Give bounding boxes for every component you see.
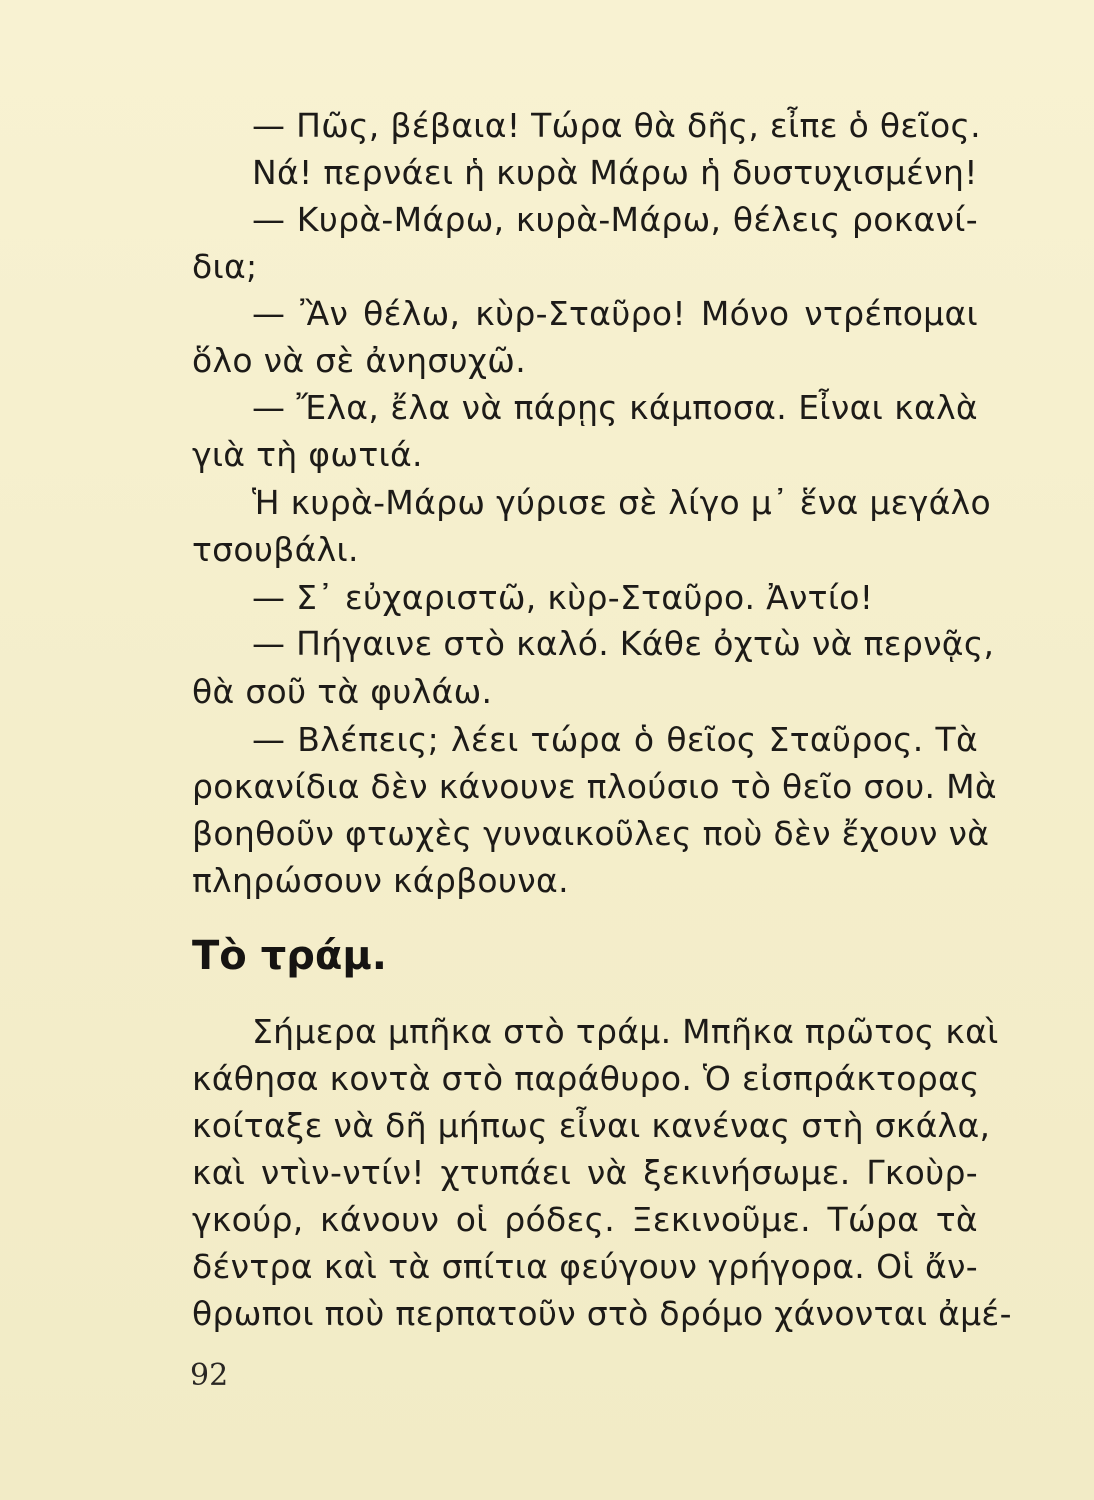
text-line: τσουβάλι. <box>192 530 359 569</box>
text-line: ὅλο νὰ σὲ ἀνησυχῶ. <box>192 341 527 380</box>
text-line: — Κυρὰ-Μάρω, κυρὰ-Μάρω, θέλεις ροκανί- <box>252 200 978 239</box>
text-line: δέντρα καὶ τὰ σπίτια φεύγουν γρήγορα. Οἱ ἄν- <box>192 1247 978 1286</box>
text-line: Νά! περνάει ἡ κυρὰ Μάρω ἡ δυστυχισμένη! <box>252 153 978 192</box>
text-line: θρωποι ποὺ περπατοῦν στὸ δρόμο χάνονται ἀμέ- <box>192 1294 1012 1333</box>
text-line: κάθησα κοντὰ στὸ παράθυρο. Ὁ εἰσπράκτορας <box>192 1059 980 1098</box>
text-line: βοηθοῦν φτωχὲς γυναικοῦλες ποὺ δὲν ἔχουν νὰ <box>192 814 990 853</box>
text-line: θὰ σοῦ τὰ φυλάω. <box>192 672 493 711</box>
page-number: 92 <box>190 1358 229 1393</box>
text-line: ροκανίδια δὲν κάνουνε πλούσιο τὸ θεῖο σου. Μὰ <box>192 767 997 806</box>
text-line: Σήμερα μπῆκα στὸ τράμ. Μπῆκα πρῶτος καὶ <box>252 1012 999 1051</box>
text-line: — Βλέπεις; λέει τώρα ὁ θεῖος Σταῦρος. Τὰ <box>252 720 978 759</box>
text-line: — Πῶς, βέβαια! Τώρα θὰ δῆς, εἶπε ὁ θεῖος. <box>252 106 981 145</box>
text-line: — Ἔλα, ἔλα νὰ πάρῃς κάμποσα. Εἶναι καλὰ <box>252 388 978 427</box>
text-line: κοίταξε νὰ δῆ μήπως εἶναι κανένας στὴ σκάλα, <box>192 1106 991 1145</box>
section-heading: Τὸ τράμ. <box>192 933 387 979</box>
text-line: — Ἂν θέλω, κὺρ-Σταῦρο! Μόνο ντρέπομαι <box>252 294 978 333</box>
text-line: δια; <box>192 247 258 286</box>
text-line: καὶ ντὶν-ντίν! χτυπάει νὰ ξεκινήσωμε. Γκοὺρ- <box>192 1153 978 1192</box>
text-line: γκούρ, κάνουν οἱ ρόδες. Ξεκινοῦμε. Τώρα τὰ <box>192 1200 978 1239</box>
text-line: πληρώσουν κάρβουνα. <box>192 861 569 900</box>
text-line: — Σ᾽ εὐχαριστῶ, κὺρ-Σταῦρο. Ἀντίο! <box>252 578 874 617</box>
text-line: γιὰ τὴ φωτιά. <box>192 435 423 474</box>
text-line: Ἡ κυρὰ-Μάρω γύρισε σὲ λίγο μ᾽ ἕνα μεγάλο <box>252 483 991 522</box>
text-line: — Πήγαινε στὸ καλό. Κάθε ὀχτὼ νὰ περνᾷς, <box>252 624 995 663</box>
